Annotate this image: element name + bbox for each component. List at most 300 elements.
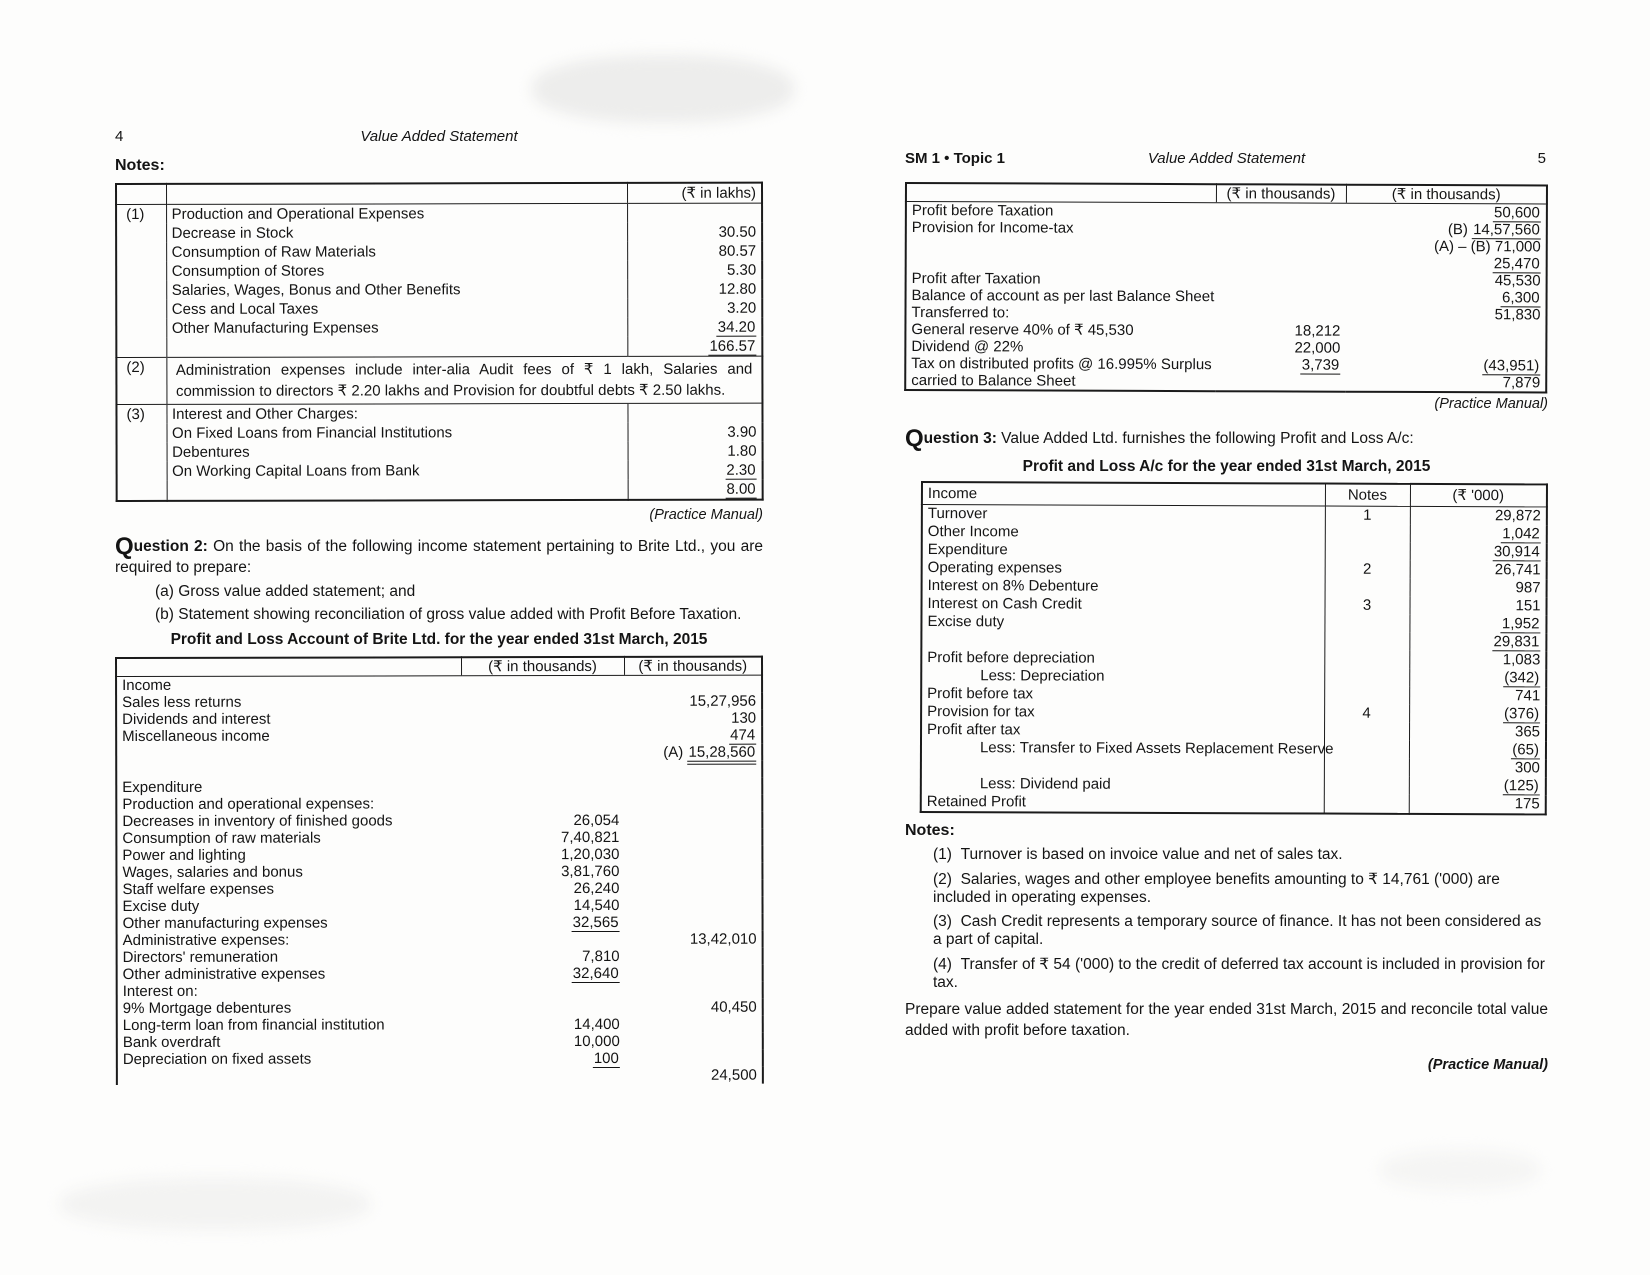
row-note-ref: [1324, 669, 1409, 687]
header-blank: [116, 184, 166, 205]
row-label: Other Income: [927, 523, 1019, 541]
row-label: Less: Dividend paid: [979, 775, 1111, 793]
table-row: [116, 299, 762, 319]
row-value: [625, 1050, 763, 1067]
row-value: [624, 744, 762, 761]
row-label: Tax on distributed profits @ 16.995% Surplus: [911, 355, 1212, 374]
cell-value: 26,741: [1494, 561, 1541, 579]
cell-value: 40,450: [710, 998, 757, 1016]
row-value: [1409, 669, 1546, 688]
note-number: [117, 481, 167, 501]
row-value: [624, 675, 762, 693]
row-value: [1409, 705, 1546, 724]
row-value: [462, 982, 625, 999]
practice-manual-credit: (Practice Manual): [1427, 1057, 1548, 1073]
row-label: Interest on Cash Credit: [927, 595, 1082, 613]
cell-value: 987: [1515, 579, 1541, 597]
row-value: [461, 675, 624, 693]
row-value: [1410, 543, 1547, 562]
table-header-row: [116, 183, 762, 205]
column-header: (₹ in lakhs): [627, 183, 762, 204]
row-value: [625, 982, 763, 999]
table-row: [117, 442, 763, 462]
cell-value: 26,240: [573, 879, 620, 898]
table-row: [116, 846, 762, 864]
row-value: [624, 778, 762, 795]
cell-value: (43,951): [1483, 357, 1540, 375]
row-value: [624, 795, 762, 812]
table-row: [921, 595, 1546, 615]
cell-value: 2.30: [726, 461, 756, 479]
cell-value: 34.20: [717, 318, 756, 336]
row-value: [462, 948, 625, 965]
table-row: [921, 667, 1546, 687]
note-number: [116, 281, 166, 300]
row-value: [461, 761, 624, 778]
scan-smudge: [1380, 1150, 1540, 1190]
row-label: [167, 480, 628, 501]
row-value: [1409, 597, 1546, 616]
note-item-2: [905, 870, 1548, 907]
running-title: Value Added Statement: [1147, 150, 1306, 167]
cell-value: 29,872: [1494, 507, 1541, 525]
row-value: [1346, 238, 1547, 256]
row-label: Wages, salaries and bonus: [122, 863, 303, 881]
row-value: [627, 403, 762, 423]
note-text: Turnover is based on invoice value and net of sales tax.: [960, 846, 1343, 863]
cell-value: 51,830: [1494, 306, 1541, 324]
page-number: 4: [115, 128, 124, 145]
row-value: [1346, 255, 1547, 273]
note-number: (4): [933, 956, 952, 973]
row-value: [1216, 203, 1346, 221]
table-row: [117, 948, 763, 966]
cell-value: 3,739: [1301, 356, 1340, 374]
row-label: Debentures: [172, 443, 250, 461]
row-note-ref: [1324, 795, 1409, 814]
cell-value: 18,212: [1294, 322, 1341, 340]
appropriation-table: [904, 182, 1548, 393]
column-header: Notes: [1325, 484, 1410, 507]
row-note-ref: 2: [1325, 561, 1410, 579]
table-row: [922, 559, 1547, 579]
cell-value: 3.20: [727, 299, 757, 317]
cell-value: 14,540: [573, 896, 620, 915]
cell-value: 32,640: [572, 964, 619, 983]
cell-value: 365: [1514, 723, 1541, 741]
row-label: Operating expenses: [927, 559, 1062, 577]
profit-loss-table-brite: [115, 656, 764, 1085]
row-value: [625, 1067, 763, 1084]
row-value: [1345, 357, 1546, 375]
cell-value: 474: [730, 726, 756, 744]
row-label: [116, 744, 461, 762]
row-label: General reserve 40% of ₹ 45,530: [911, 321, 1134, 339]
row-value: [627, 261, 762, 280]
cell-value: 3,81,760: [561, 862, 620, 881]
row-value: [1409, 615, 1546, 634]
row-value: [624, 863, 762, 880]
table-row: [116, 880, 762, 898]
note-number: (1): [933, 846, 952, 863]
table-row: [117, 914, 763, 932]
row-label: Less: Depreciation: [980, 667, 1105, 685]
row-label: Balance of account as per last Balance Sheet: [911, 287, 1215, 306]
row-value: [1410, 579, 1547, 598]
cell-value: 3.90: [727, 423, 757, 441]
row-value: [462, 1067, 625, 1084]
table-row: [117, 999, 763, 1017]
row-value: [1345, 374, 1546, 393]
row-value: [625, 948, 763, 965]
row-label: Bank overdraft: [122, 1033, 221, 1051]
note-number: [116, 338, 166, 358]
row-value: [462, 931, 625, 948]
question-label: uestion 3:: [923, 430, 997, 447]
row-label: Excise duty: [122, 897, 200, 915]
row-value: [461, 778, 624, 795]
table-row: [116, 744, 762, 762]
row-label: Profit after Taxation: [911, 270, 1041, 288]
row-value: [1409, 651, 1546, 670]
header-blank: [116, 657, 461, 676]
row-value: [627, 203, 762, 223]
table-row: [116, 727, 762, 745]
table-row: [921, 649, 1546, 669]
table-row: [905, 372, 1546, 392]
table-row: [116, 829, 762, 847]
row-value: [461, 863, 624, 880]
cell-value: 24,500: [710, 1066, 757, 1084]
row-note-ref: [1324, 723, 1409, 741]
row-value: [1410, 525, 1547, 544]
row-value: [627, 299, 762, 318]
row-value: [625, 897, 763, 914]
cell-value: 26,054: [573, 811, 620, 830]
cell-value: 15,28,560: [687, 744, 756, 765]
row-value: [1215, 373, 1345, 391]
row-note-ref: [1324, 759, 1409, 777]
row-value: [1215, 322, 1345, 339]
page-4: [115, 128, 763, 1085]
column-header: (₹ in thousands): [1346, 185, 1547, 204]
row-label: Other Manufacturing Expenses: [171, 319, 379, 337]
header-blank: [166, 183, 627, 204]
row-label: Production and Operational Expenses: [166, 203, 627, 223]
page-4-header: [115, 128, 763, 150]
row-value: [462, 914, 625, 931]
row-label: Other manufacturing expenses: [122, 914, 328, 932]
row-label: Profit before Taxation: [911, 202, 1054, 220]
cell-value: 32,565: [572, 913, 619, 932]
row-value: [627, 280, 762, 299]
question-label: uestion 2:: [133, 538, 208, 555]
row-label: Profit after tax: [927, 721, 1021, 739]
row-label: Salaries, Wages, Bonus and Other Benefits: [171, 281, 461, 299]
row-label: Consumption of Raw Materials: [171, 243, 376, 261]
row-value: [628, 480, 763, 500]
row-label: Staff welfare expenses: [122, 880, 274, 898]
table-row: [117, 965, 763, 983]
row-label: [921, 757, 1324, 777]
column-header: (₹ '000): [1410, 484, 1547, 507]
table-row: [922, 505, 1547, 526]
row-label: Depreciation on fixed assets: [122, 1050, 312, 1068]
row-value: [1346, 289, 1547, 307]
row-note-ref: [1324, 687, 1409, 705]
header-blank: [906, 183, 1216, 203]
row-value: [461, 744, 624, 761]
practice-manual-credit: (Practice Manual): [1434, 396, 1548, 412]
column-header: (₹ in thousands): [624, 657, 762, 676]
cell-value: 80.57: [718, 242, 757, 260]
row-value: [624, 846, 762, 863]
scan-smudge: [60, 1178, 370, 1230]
row-value: [627, 318, 762, 337]
cell-value: 175: [1514, 795, 1540, 813]
running-title: Value Added Statement: [360, 128, 518, 145]
row-label: Other administrative expenses: [122, 965, 326, 983]
row-note-ref: [1325, 525, 1410, 543]
row-label: Excise duty: [927, 613, 1005, 631]
row-value: [1346, 221, 1547, 239]
table-row: [116, 693, 762, 711]
cell-value: 71,000: [1494, 238, 1541, 256]
row-value: [1409, 633, 1546, 652]
row-label: Turnover: [927, 505, 988, 523]
table-row: [117, 480, 763, 501]
row-note-ref: 3: [1324, 597, 1409, 615]
row-note-ref: [1324, 615, 1409, 633]
question-3: [905, 425, 1548, 452]
note-number: [117, 462, 167, 481]
row-label: Less: Transfer to Fixed Assets Replacement Reserve: [979, 739, 1334, 758]
row-label: Long-term loan from financial institution: [122, 1016, 385, 1034]
row-note-ref: [1324, 633, 1409, 651]
table-row: [117, 423, 763, 443]
row-label: [906, 236, 1216, 254]
row-label: Provision for Income-tax: [911, 219, 1074, 237]
row-value: [461, 710, 624, 727]
row-value: [461, 846, 624, 863]
table-row: [922, 523, 1547, 543]
row-label: [116, 761, 461, 779]
table-row: [921, 757, 1546, 777]
cell-value: 29,831: [1493, 633, 1540, 651]
value-prefix: (A): [663, 743, 688, 761]
table-row: [116, 356, 762, 404]
row-value: [1410, 561, 1547, 580]
table-row: [116, 812, 762, 830]
row-value: [461, 829, 624, 846]
note-number: [116, 319, 166, 338]
cell-value: 25,470: [1493, 255, 1540, 273]
row-note-ref: 1: [1325, 506, 1410, 525]
cell-value: 8.00: [726, 480, 756, 498]
question-initial: Q: [905, 425, 924, 452]
row-note-ref: [1324, 651, 1409, 669]
scan-smudge: [532, 55, 794, 123]
row-label: Expenditure: [927, 541, 1008, 559]
row-label: Expenditure: [122, 778, 203, 796]
row-value: [1345, 323, 1546, 341]
table-row: [116, 403, 762, 424]
table-row: [921, 613, 1546, 633]
row-label: Interest on 8% Debenture: [927, 577, 1099, 595]
question-text: On the basis of the following income statement pertaining to Brite Ltd., you are required to prepare:: [115, 538, 763, 576]
row-value: [461, 693, 624, 710]
cell-value: 14,400: [573, 1015, 620, 1034]
note-text: Administration expenses include inter-alia Audit fees of ₹ 1 lakh, Salaries and commission to directors ₹ 2.20 lakhs and Provision for doubtful debts ₹ 2.50 lakhs.: [166, 356, 762, 404]
row-value: [625, 1033, 763, 1050]
cell-value: (376): [1504, 705, 1540, 723]
column-header: Income: [922, 482, 1325, 506]
table-row: [116, 318, 762, 338]
row-label: Interest and Other Charges:: [166, 403, 627, 423]
row-value: [628, 442, 763, 461]
row-value: [1216, 237, 1346, 254]
row-note-ref: [1324, 777, 1409, 795]
cell-value: 15,27,956: [689, 692, 757, 710]
row-value: [462, 1016, 625, 1033]
profit-loss-table-value-added: [920, 481, 1548, 815]
note-number: [116, 262, 166, 281]
row-label: Transferred to:: [911, 304, 1010, 322]
closing-instruction: Prepare value added statement for the year ended 31st March, 2015 and reconcile total value added with profit before taxation.: [905, 1001, 1548, 1039]
note-number: [117, 443, 167, 462]
table-row: [117, 982, 763, 1000]
table-row: [922, 541, 1547, 561]
page-5-header: [905, 150, 1548, 172]
row-label: Power and lighting: [122, 846, 246, 864]
value-prefix: (B): [1447, 221, 1473, 239]
row-value: [462, 1050, 625, 1067]
table-row: [116, 242, 762, 262]
note-text: Cash Credit represents a temporary source of finance. It has not been considered as a part of capital.: [933, 913, 1542, 948]
row-label: [166, 337, 627, 357]
row-label: [117, 1067, 462, 1085]
table-row: [116, 203, 762, 224]
chapter-topic-label: SM 1 • Topic 1: [905, 150, 1005, 167]
row-value: [624, 880, 762, 897]
cell-value: 130: [731, 709, 757, 727]
table-row: [921, 721, 1546, 741]
table-row: [921, 739, 1546, 759]
row-label: Miscellaneous income: [122, 727, 270, 745]
row-value: [625, 999, 763, 1016]
table-row: [117, 1067, 763, 1085]
table-row: [117, 931, 763, 949]
question-2: [115, 533, 763, 578]
cell-value: 13,42,010: [689, 930, 757, 948]
row-value: [625, 931, 763, 948]
note-text: Transfer of ₹ 54 ('000) to the credit of deferred tax account is included in provision for tax.: [933, 956, 1545, 991]
cell-value: 10,000: [573, 1032, 620, 1051]
table-header-row: [116, 657, 762, 677]
row-note-ref: [1325, 543, 1410, 561]
question-initial: Q: [115, 533, 134, 560]
row-value: [1215, 356, 1345, 373]
row-label: Profit before tax: [927, 685, 1034, 703]
pl-account-title: Profit and Loss Account of Brite Ltd. for the year ended 31st March, 2015: [170, 631, 708, 648]
row-label: Dividends and interest: [122, 710, 271, 728]
row-label: Directors' remuneration: [122, 948, 279, 966]
table-row: [116, 778, 762, 796]
row-value: [624, 829, 762, 846]
row-value: [1346, 203, 1547, 221]
row-value: [1216, 288, 1346, 305]
row-value: [624, 812, 762, 829]
row-note-ref: [1325, 579, 1410, 597]
row-value: [1409, 687, 1546, 706]
row-value: [1216, 220, 1346, 237]
row-label: Dividend @ 22%: [911, 338, 1024, 356]
cell-value: 14,57,560: [1473, 221, 1540, 239]
pl-account-title: Profit and Loss A/c for the year ended 31st March, 2015: [1022, 458, 1431, 475]
row-label: Consumption of Stores: [171, 262, 325, 280]
row-label: Production and operational expenses:: [122, 795, 375, 813]
row-label: Sales less returns: [122, 693, 242, 711]
row-value: [1409, 723, 1546, 742]
row-value: [624, 727, 762, 744]
note-number: (2): [933, 871, 952, 888]
cell-value: 30.50: [718, 223, 757, 241]
table-row: [921, 631, 1546, 651]
row-value: [462, 965, 625, 982]
cell-value: 1.80: [727, 442, 757, 460]
table-row: [116, 710, 762, 728]
practice-manual-credit: (Practice Manual): [649, 507, 763, 523]
row-label: [906, 253, 1216, 271]
row-label: Decreases in inventory of finished goods: [122, 812, 393, 830]
cell-value: (125): [1503, 777, 1539, 795]
row-value: [1409, 777, 1546, 796]
cell-value: 30,914: [1493, 543, 1540, 561]
cell-value: 7,40,821: [560, 828, 620, 847]
table-row: [117, 897, 763, 915]
notes-heading: Notes:: [905, 822, 955, 839]
row-value: [461, 727, 624, 744]
note-item-3: [905, 913, 1548, 949]
cell-value: 1,083: [1502, 651, 1541, 669]
row-note-ref: [1324, 741, 1409, 759]
row-value: [462, 999, 625, 1016]
row-label: Consumption of raw materials: [122, 829, 321, 847]
row-label: Provision for tax: [927, 703, 1035, 721]
row-value: [1216, 271, 1346, 288]
row-value: [1346, 272, 1547, 290]
page-5: [905, 150, 1548, 1073]
row-label: On Fixed Loans from Financial Institutions: [172, 424, 453, 442]
note-number: [117, 424, 167, 443]
row-value: [1409, 759, 1546, 778]
note-number: (1): [116, 204, 166, 224]
row-label: Income: [122, 676, 172, 694]
cell-value: 166.57: [709, 337, 756, 355]
table-row: [116, 863, 762, 881]
cell-value: 151: [1515, 597, 1541, 615]
row-label: [921, 631, 1324, 651]
table-row: [921, 793, 1546, 814]
value-prefix: (A) – (B): [1433, 238, 1495, 256]
table-header-row: [922, 482, 1547, 507]
table-row: [921, 775, 1546, 795]
table-row: [906, 219, 1547, 238]
table-row: [921, 703, 1546, 723]
table-row: [116, 795, 762, 813]
notes-heading: Notes:: [115, 157, 165, 174]
note-item-4: [905, 955, 1548, 992]
